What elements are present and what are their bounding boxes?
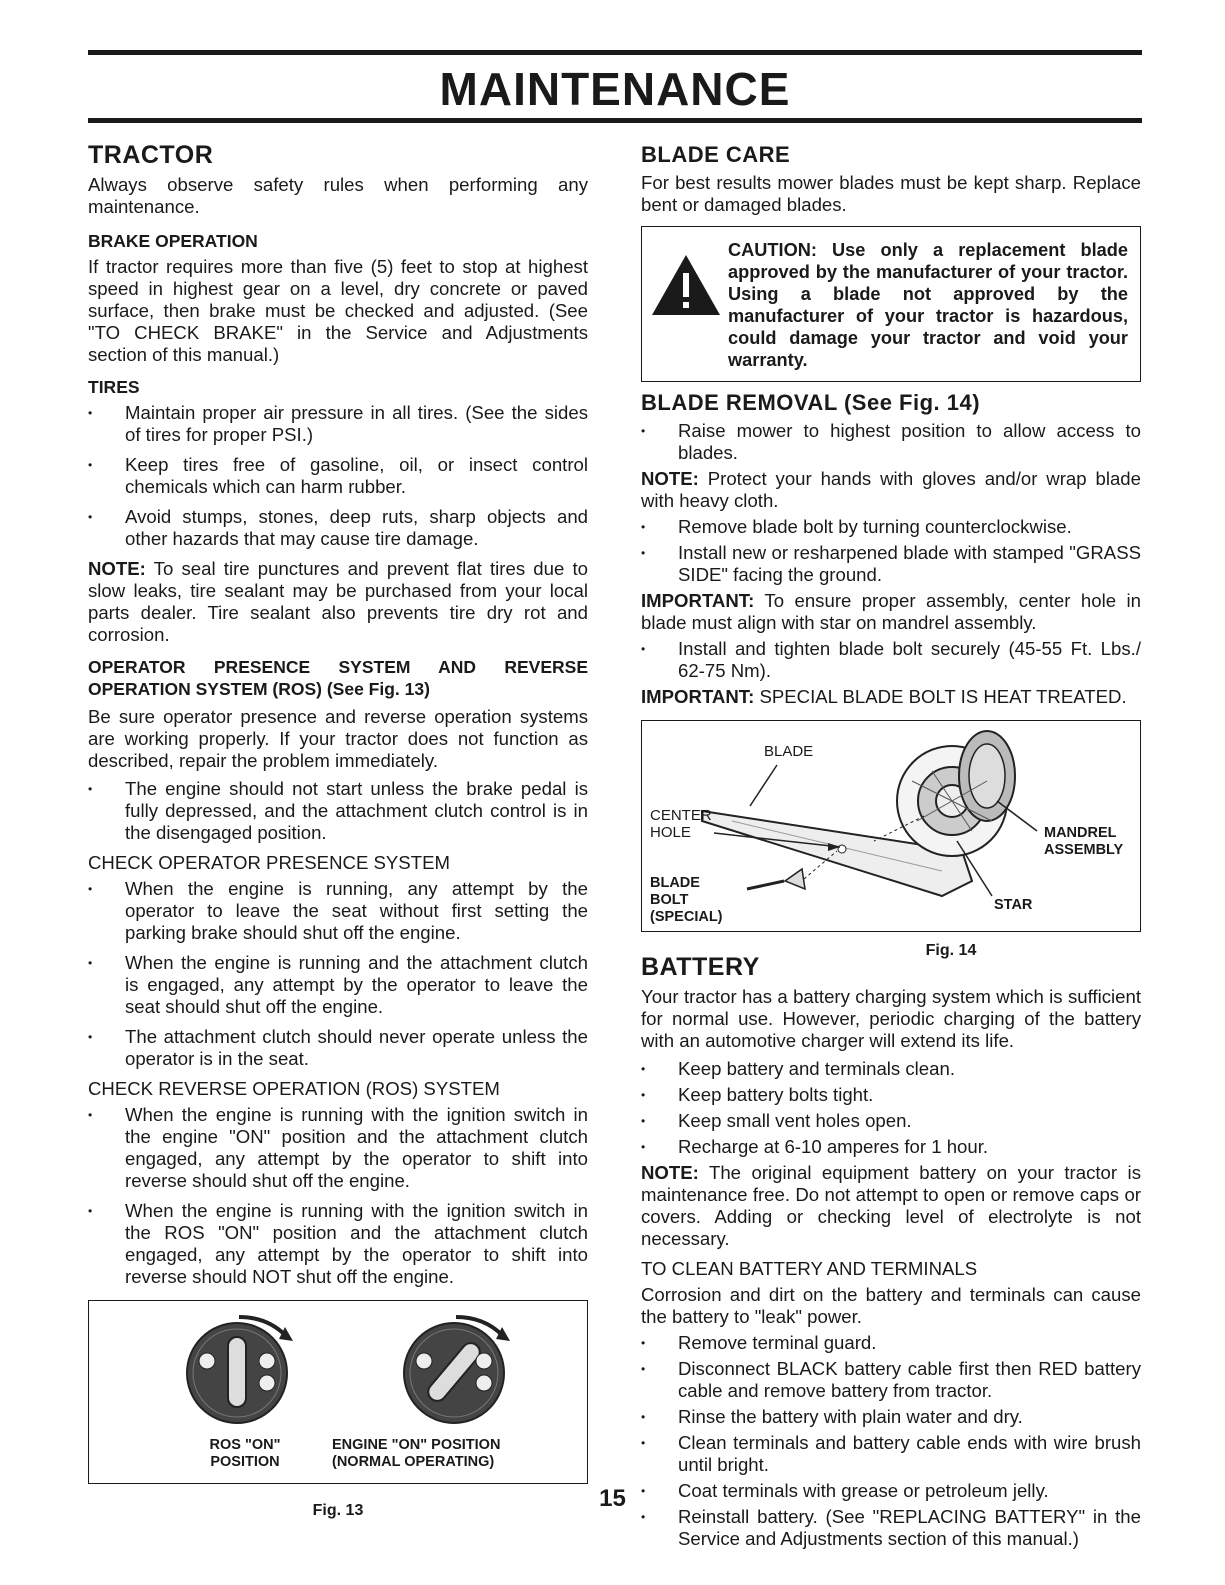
blade-removal-important	[641, 590, 1141, 634]
ops-list	[88, 778, 588, 844]
brake-heading: BRAKE OPERATION	[88, 231, 258, 251]
fig14-box	[641, 720, 1141, 932]
list-item: • Avoid stumps, stones, deep ruts, sharp objects and other hazards that may cause tire damage.	[88, 506, 588, 550]
list-item: • Reinstall battery. (See "REPLACING BATTERY" in the Service and Adjustments section of this manual.)	[641, 1506, 1141, 1550]
fig14-label-center-hole	[650, 807, 712, 841]
note-label: NOTE:	[641, 468, 699, 489]
tractor-heading: TRACTOR	[88, 141, 214, 169]
list-item: • Clean terminals and battery cable ends with wire brush until bright.	[641, 1432, 1141, 1476]
list-item: • Remove blade bolt by turning counterclockwise.	[641, 516, 1141, 538]
caution-box	[641, 226, 1141, 382]
list-item: • Keep small vent holes open.	[641, 1110, 1141, 1132]
brake-text: If tractor requires more than five (5) feet to stop at highest speed in highest gear on a level, dry concrete or paved surface, then brake must be checked and adjusted. (See "TO CHECK BRAKE" in the Service and Adjustments section of this manual.)	[88, 256, 588, 365]
list-item: • The engine should not start unless the brake pedal is fully depressed, and the attachment clutch control is in the disengaged position.	[88, 778, 588, 844]
ops-text: Be sure operator presence and reverse operation systems are working properly. If your tractor does not function as described, repair the problem immediately.	[88, 706, 588, 771]
warning-icon	[650, 253, 722, 317]
fig14-label-line: (SPECIAL)	[650, 909, 723, 925]
important-text: To ensure proper assembly, center hole in blade must align with star on mandrel assembly.	[641, 590, 1141, 633]
top-rule-thick	[88, 50, 1142, 55]
tractor-intro: Always observe safety rules when performing any maintenance.	[88, 174, 588, 217]
check-ros-heading: CHECK REVERSE OPERATION (ROS) SYSTEM	[88, 1078, 500, 1099]
note-text: To seal tire punctures and prevent flat tires due to slow leaks, tire sealant may be purchased from your local parts dealer. Tire sealant also prevents tire dry rot and corrosion.	[88, 558, 588, 645]
list-item: • When the engine is running and the attachment clutch is engaged, any attempt by the operator to leave the seat should shut off the engine.	[88, 952, 588, 1018]
list-item: • Remove terminal guard.	[641, 1332, 1141, 1354]
fig14-label-blade: BLADE	[764, 743, 814, 760]
list-item: • Keep battery and terminals clean.	[641, 1058, 1141, 1080]
list-item: • Raise mower to highest position to allow access to blades.	[641, 420, 1141, 464]
tires-heading: TIRES	[88, 377, 140, 397]
battery-list	[641, 1058, 1141, 1158]
check-ops-list	[88, 878, 588, 1070]
fig13-label-line: ENGINE "ON" POSITION	[332, 1437, 501, 1453]
fig14-label-line: CENTER	[650, 807, 712, 824]
important-label: IMPORTANT:	[641, 686, 755, 707]
blade-removal-list-2	[641, 516, 1141, 586]
note-label: NOTE:	[641, 1162, 699, 1183]
fig13-caption: Fig. 13	[312, 1502, 364, 1519]
fig13-label-line: ROS "ON"	[209, 1437, 281, 1453]
important-label: IMPORTANT:	[641, 590, 755, 611]
list-item: • When the engine is running, any attempt by the operator to leave the seat without first setting the parking brake should shut off the engine.	[88, 878, 588, 944]
fig14-label-star: STAR	[994, 897, 1033, 913]
fig13-label-ros	[185, 1437, 305, 1471]
blade-removal-heading: BLADE REMOVAL (See Fig. 14)	[641, 390, 981, 415]
battery-text: Your tractor has a battery charging system which is sufficient for normal use. However, periodic charging of the battery with an automotive charger will extend its life.	[641, 986, 1141, 1051]
note-text: Protect your hands with gloves and/or wrap blade with heavy cloth.	[641, 468, 1141, 511]
fig14-label-line: HOLE	[650, 824, 691, 841]
ignition-switch-ros-illustration	[177, 1309, 307, 1429]
tires-list	[88, 402, 588, 550]
important-text: SPECIAL BLADE BOLT IS HEAT TREATED.	[754, 686, 1127, 707]
note-text: The original equipment battery on your tractor is maintenance free. Do not attempt to open or remove caps or covers. Adding or checking level of electrolyte is not necessary.	[641, 1162, 1141, 1249]
list-item: • The attachment clutch should never operate unless the operator is in the seat.	[88, 1026, 588, 1070]
fig14-label-line: BOLT	[650, 892, 689, 908]
fig13-label-line: (NORMAL OPERATING)	[332, 1454, 495, 1470]
caution-text: CAUTION: Use only a replacement blade approved by the manufacturer of your tractor. Using a blade not approved by the manufacturer of your tractor is hazardous, could damage your tractor and void your warranty.	[728, 240, 1128, 370]
blade-care-heading: BLADE CARE	[641, 142, 791, 167]
clean-battery-heading: TO CLEAN BATTERY AND TERMINALS	[641, 1258, 978, 1279]
blade-care-text: For best results mower blades must be kept sharp. Replace bent or damaged blades.	[641, 172, 1141, 215]
left-column	[88, 140, 588, 1520]
battery-heading: BATTERY	[641, 953, 760, 981]
clean-battery-text: Corrosion and dirt on the battery and terminals can cause the battery to "leak" power.	[641, 1284, 1141, 1327]
fig13-label-line: POSITION	[210, 1454, 280, 1470]
fig14-caption: Fig. 14	[925, 942, 977, 959]
blade-removal-list-3	[641, 638, 1141, 682]
title-rule-thick	[88, 118, 1142, 123]
fig14-label-line: BLADE	[650, 875, 700, 891]
list-item: • When the engine is running with the ignition switch in the engine "ON" position and the attachment clutch engaged, any attempt by the operator to shift into reverse should shut off the engine.	[88, 1104, 588, 1192]
list-item: • Install and tighten blade bolt securely (45-55 Ft. Lbs./ 62-75 Nm).	[641, 638, 1141, 682]
list-item: • Disconnect BLACK battery cable first then RED battery cable and remove battery from tractor.	[641, 1358, 1141, 1402]
list-item: • Maintain proper air pressure in all tires. (See the sides of tires for proper PSI.)	[88, 402, 588, 446]
tires-note	[88, 558, 588, 646]
clean-battery-list	[641, 1332, 1141, 1550]
list-item: • Install new or resharpened blade with stamped "GRASS SIDE" facing the ground.	[641, 542, 1141, 586]
fig13-label-engine	[332, 1437, 500, 1471]
check-ops-heading: CHECK OPERATOR PRESENCE SYSTEM	[88, 852, 450, 873]
list-item: • When the engine is running with the ignition switch in the ROS "ON" position and the attachment clutch engaged, any attempt by the operator to shift into reverse should NOT shut off the engine.	[88, 1200, 588, 1288]
blade-removal-important-2	[641, 686, 1141, 708]
check-ros-list	[88, 1104, 588, 1288]
fig14-label-line: ASSEMBLY	[1044, 842, 1124, 858]
list-item: • Keep battery bolts tight.	[641, 1084, 1141, 1106]
note-label: NOTE:	[88, 558, 146, 579]
ops-heading: OPERATOR PRESENCE SYSTEM AND REVERSE OPERATION SYSTEM (ROS) (See Fig. 13)	[88, 657, 588, 699]
fig14-label-mandrel	[1044, 825, 1123, 859]
blade-removal-list-1	[641, 420, 1141, 464]
list-item: • Rinse the battery with plain water and dry.	[641, 1406, 1141, 1428]
list-item: • Recharge at 6-10 amperes for 1 hour.	[641, 1136, 1141, 1158]
right-column	[641, 140, 1141, 1550]
fig14-label-line: MANDREL	[1044, 825, 1117, 841]
list-item: • Keep tires free of gasoline, oil, or insect control chemicals which can harm rubber.	[88, 454, 588, 498]
list-item: • Coat terminals with grease or petroleum jelly.	[641, 1480, 1141, 1502]
page-title: MAINTENANCE	[439, 63, 791, 115]
blade-removal-note	[641, 468, 1141, 512]
page-number: 15	[599, 1485, 626, 1512]
fig13-box	[88, 1300, 588, 1484]
ignition-switch-engine-illustration	[394, 1309, 524, 1429]
fig14-label-blade-bolt	[650, 875, 723, 926]
battery-note	[641, 1162, 1141, 1250]
